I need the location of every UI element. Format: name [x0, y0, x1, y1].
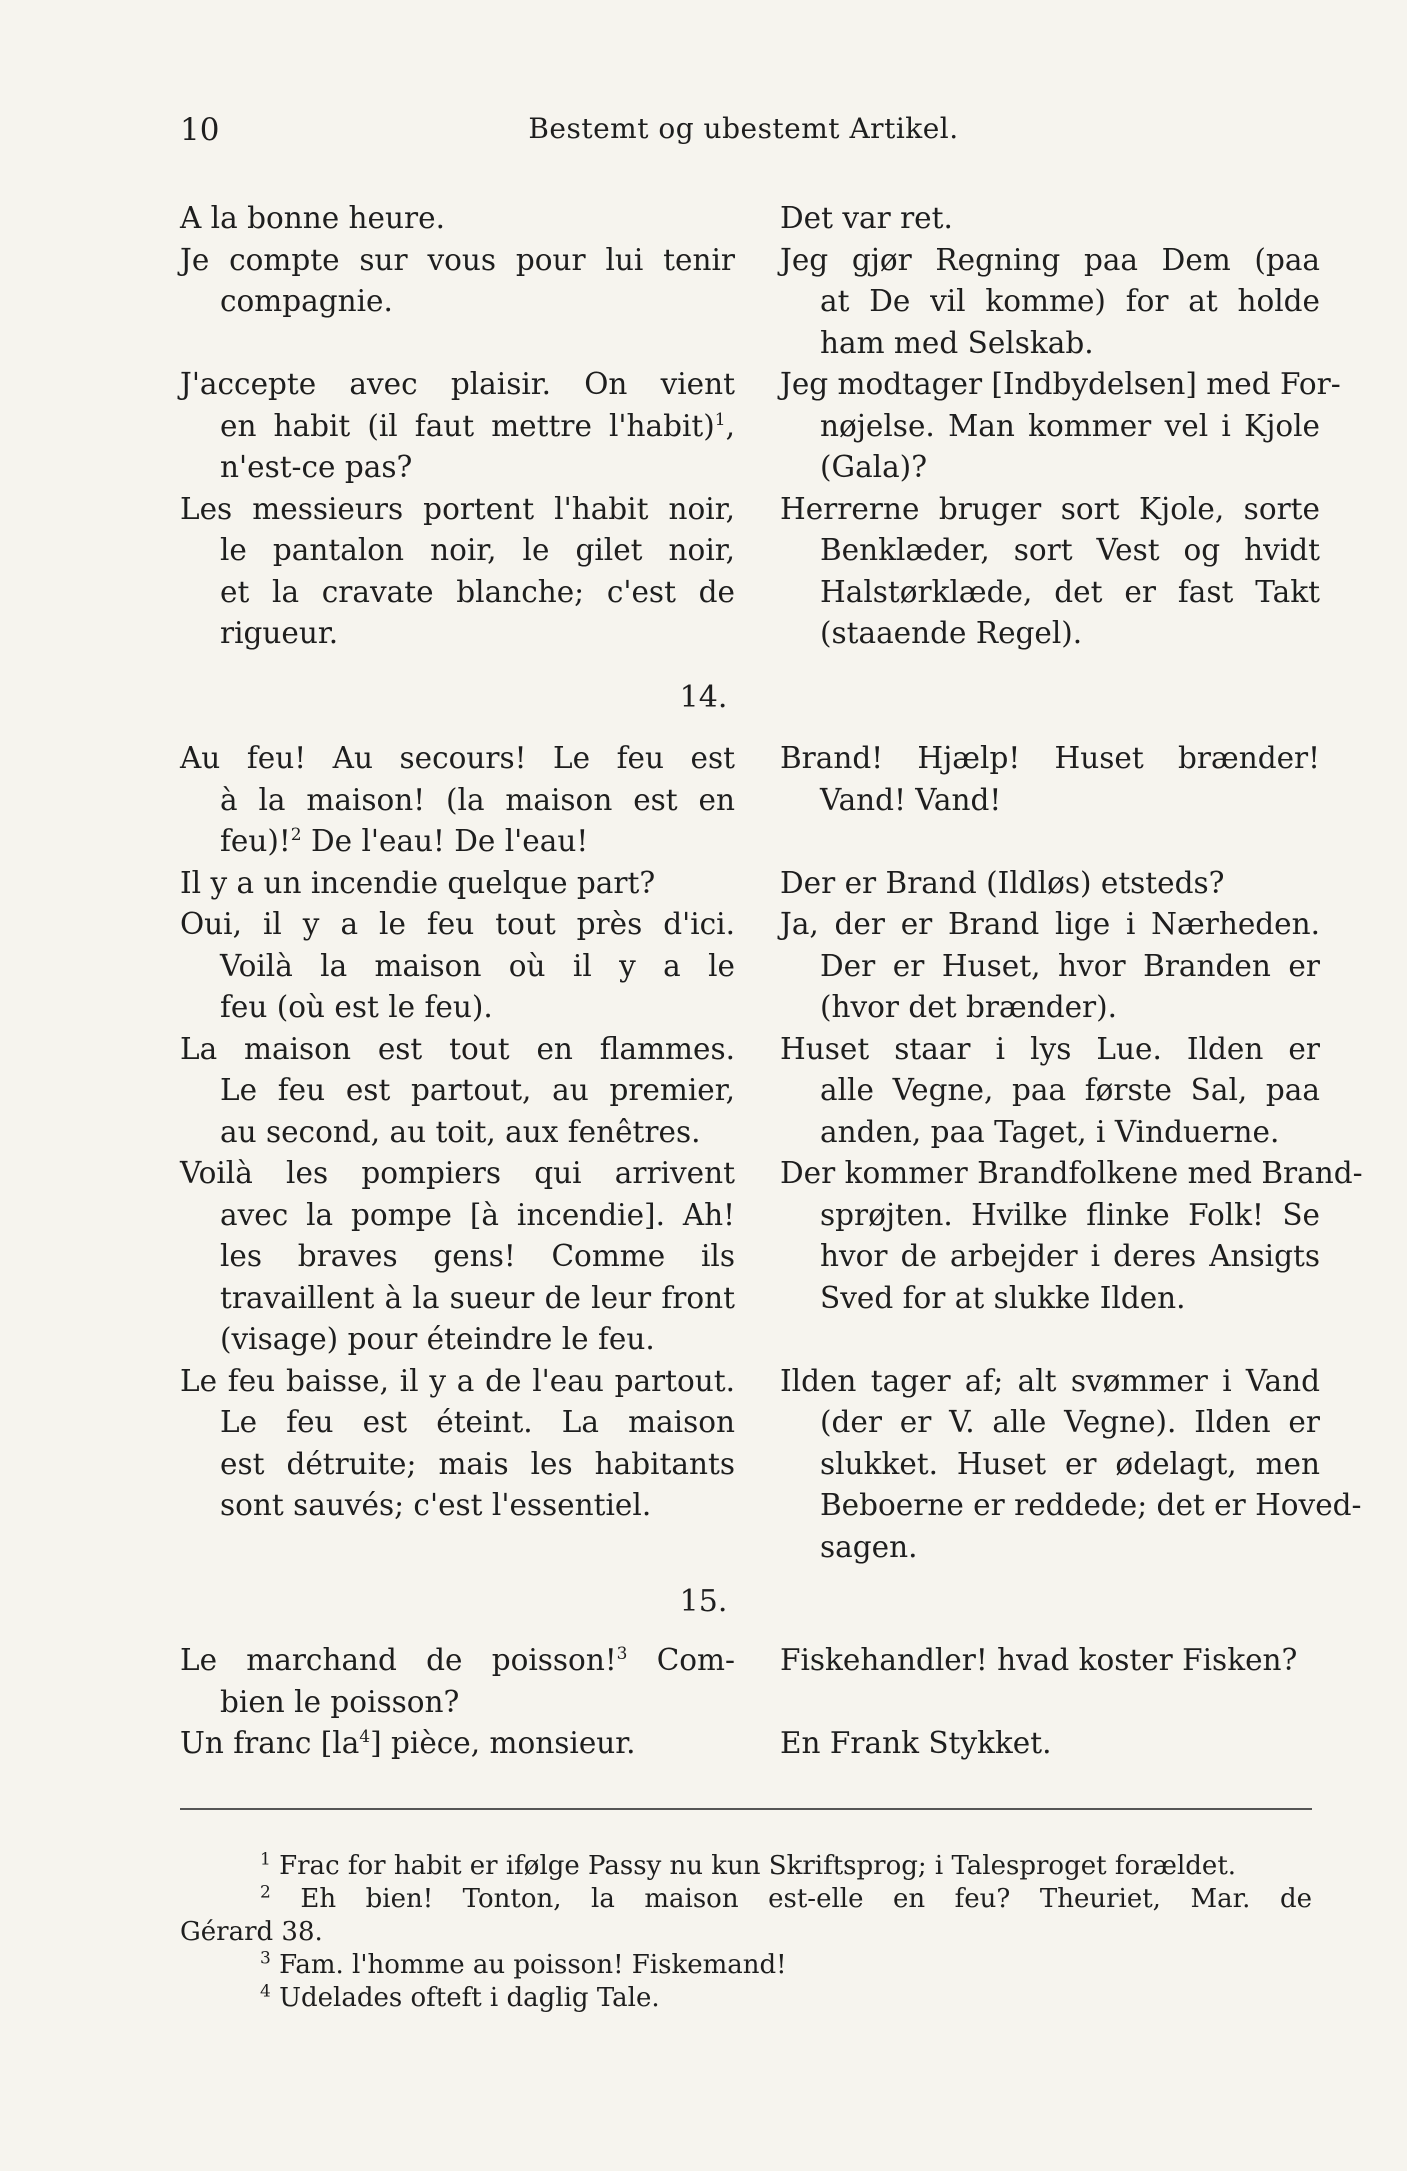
text-line: alle Vegne, paa første Sal, paa [820, 1073, 1320, 1107]
text-line: est détruite; mais les habitants [220, 1446, 735, 1481]
footnotes [180, 1850, 1312, 2015]
norwegian-utterance [780, 1723, 1320, 1765]
text-line: en habit (il faut mettre l'habit)$^1$, [220, 408, 735, 443]
text-line: à la maison! (la maison est en [220, 782, 735, 817]
text-line: (visage) pour éteindre le feu. [220, 1322, 655, 1356]
text-line: Huset staar i lys Lue. Ilden er [780, 1031, 1320, 1066]
text-line: travaillent à la sueur de leur front [220, 1280, 735, 1315]
text-line: au second, au toit, aux fenêtres. [220, 1114, 701, 1149]
text-line: Il y a un incendie quelque part? [180, 865, 656, 900]
text-line: Le feu baisse, il y a de l'eau partout. [180, 1363, 735, 1398]
french-utterance [180, 1029, 735, 1154]
text-line: sprøjten. Hvilke flinke Folk! Se [820, 1197, 1320, 1232]
french-utterance [180, 1640, 735, 1723]
norwegian-column [780, 738, 1363, 1568]
norwegian-utterance [780, 1361, 1362, 1569]
french-utterance [180, 240, 735, 323]
text-line: hvor de arbejder i deres Ansigts [820, 1239, 1320, 1273]
text-line: Au feu! Au secours! Le feu est [180, 741, 735, 775]
text-line: le pantalon noir, le gilet noir, [220, 533, 735, 567]
footnote-line: $^1$ Frac for habit er ifølge Passy nu kun Skriftsprog; i Talesproget forældet. [260, 1849, 1237, 1881]
text-line: ham med Selskab. [820, 325, 1094, 360]
footnote-line: $^2$ Eh bien! Tonton, la maison est-elle en feu? Theuriet, Mar. de [260, 1882, 1312, 1914]
section-number: 14. [679, 680, 728, 715]
french-utterance [180, 198, 735, 240]
text-line: Les messieurs portent l'habit noir, [180, 491, 735, 526]
norwegian-utterance [780, 364, 1341, 489]
text-line: (Gala)? [820, 450, 928, 484]
paragraph-gap [780, 1319, 1320, 1361]
text-line: bien le poisson? [220, 1684, 460, 1719]
text-line: Vand! Vand! [820, 782, 1002, 817]
text-line: (der er V. alle Vegne). Ilden er [820, 1405, 1320, 1439]
norwegian-utterance [780, 198, 1320, 240]
norwegian-utterance [780, 489, 1320, 655]
page-number: 10 [180, 112, 220, 148]
text-line: En Frank Stykket. [780, 1726, 1052, 1760]
norwegian-utterance [780, 1029, 1320, 1154]
text-line: anden, paa Taget, i Vinduerne. [820, 1114, 1280, 1149]
text-line: feu)!$^2$ De l'eau! De l'eau! [220, 824, 589, 858]
footnote [180, 1883, 1312, 1949]
french-column [180, 1640, 735, 1765]
text-line: slukket. Huset er ødelagt, men [820, 1446, 1320, 1481]
french-utterance [180, 738, 735, 863]
footnote [180, 1982, 1312, 2015]
text-line: Fiskehandler! hvad koster Fisken? [780, 1643, 1298, 1677]
text-line: Herrerne bruger sort Kjole, sorte [780, 491, 1320, 526]
text-line: Voilà les pompiers qui arrivent [180, 1156, 735, 1190]
text-line: A la bonne heure. [180, 201, 445, 235]
text-line: Der er Brand (Ildløs) etsteds? [780, 865, 1225, 900]
french-utterance [180, 1361, 735, 1527]
text-line: feu (où est le feu). [220, 990, 493, 1024]
footnote-line: $^4$ Udelades ofteft i daglig Tale. [260, 1981, 660, 2013]
text-line: Ilden tager af; alt svømmer i Vand [780, 1363, 1320, 1398]
french-column [180, 198, 735, 655]
norwegian-utterance [780, 863, 1320, 905]
french-utterance [180, 1723, 735, 1765]
french-utterance [180, 489, 735, 655]
paragraph-gap [180, 323, 735, 365]
text-line: Sved for at slukke Ilden. [820, 1280, 1186, 1315]
text-line: Ja, der er Brand lige i Nærheden. [780, 907, 1320, 941]
text-line: La maison est tout en flammes. [180, 1031, 735, 1066]
running-title: Bestemt og ubestemt Artikel. [528, 112, 959, 145]
text-line: Der kommer Brandfolkene med Brand- [780, 1156, 1363, 1190]
text-line: compagnie. [220, 284, 393, 318]
text-line: at De vil komme) for at holde [820, 284, 1320, 318]
text-line: J'accepte avec plaisir. On vient [180, 367, 735, 401]
text-line: sont sauvés; c'est l'essentiel. [220, 1488, 652, 1522]
french-column [180, 738, 735, 1527]
footnote-line: $^3$ Fam. l'homme au poisson! Fiskemand! [260, 1948, 787, 1980]
text-line: Oui, il y a le feu tout près d'ici. [180, 907, 735, 941]
norwegian-column [780, 1640, 1320, 1765]
norwegian-utterance [780, 1153, 1363, 1319]
french-utterance [180, 364, 735, 489]
text-line: et la cravate blanche; c'est de [220, 574, 735, 609]
text-line: Der er Huset, hvor Branden er [820, 948, 1320, 983]
footnote [180, 1850, 1312, 1883]
text-line: Le feu est éteint. La maison [220, 1405, 735, 1439]
text-line: Voilà la maison où il y a le [220, 948, 735, 983]
footnote-separator [180, 1808, 1312, 1810]
text-line: Brand! Hjælp! Huset brænder! [780, 741, 1320, 775]
page-header [180, 112, 1307, 156]
text-line: rigueur. [220, 616, 339, 650]
paragraph-gap [780, 1682, 1320, 1724]
text-line: Un franc $[la^4]$ pièce, monsieur. [180, 1726, 636, 1760]
french-utterance [180, 1153, 735, 1361]
footnote-line: Gérard 38. [180, 1917, 323, 1947]
footnote [180, 1949, 1312, 1982]
text-line: Beboerne er reddede; det er Hoved- [820, 1488, 1362, 1522]
text-line: Le marchand de poisson!$^3$ Com- [180, 1643, 735, 1677]
text-line: les braves gens! Comme ils [220, 1239, 735, 1273]
text-line: Je compte sur vous pour lui tenir [180, 242, 735, 277]
norwegian-utterance [780, 738, 1320, 821]
norwegian-utterance [780, 1640, 1320, 1682]
text-line: Jeg gjør Regning paa Dem (paa [780, 242, 1320, 277]
text-line: (staaende Regel). [820, 616, 1083, 650]
section-number: 15. [679, 1584, 728, 1619]
french-utterance [180, 904, 735, 1029]
norwegian-column [780, 198, 1341, 655]
french-utterance [180, 863, 735, 905]
text-line: Jeg modtager [Indbydelsen] med For- [780, 367, 1341, 401]
norwegian-utterance [780, 240, 1320, 365]
text-line: sagen. [820, 1529, 918, 1564]
text-line: nøjelse. Man kommer vel i Kjole [820, 408, 1320, 443]
text-line: n'est-ce pas? [220, 450, 413, 484]
paragraph-gap [780, 821, 1320, 863]
text-line: Le feu est partout, au premier, [220, 1073, 735, 1107]
text-line: Det var ret. [780, 201, 953, 235]
text-line: avec la pompe [à incendie]. Ah! [220, 1197, 735, 1232]
text-line: Halstørklæde, det er fast Takt [820, 574, 1320, 609]
text-line: (hvor det brænder). [820, 990, 1118, 1024]
text-line: Benklæder, sort Vest og hvidt [820, 533, 1320, 567]
norwegian-utterance [780, 904, 1320, 1029]
